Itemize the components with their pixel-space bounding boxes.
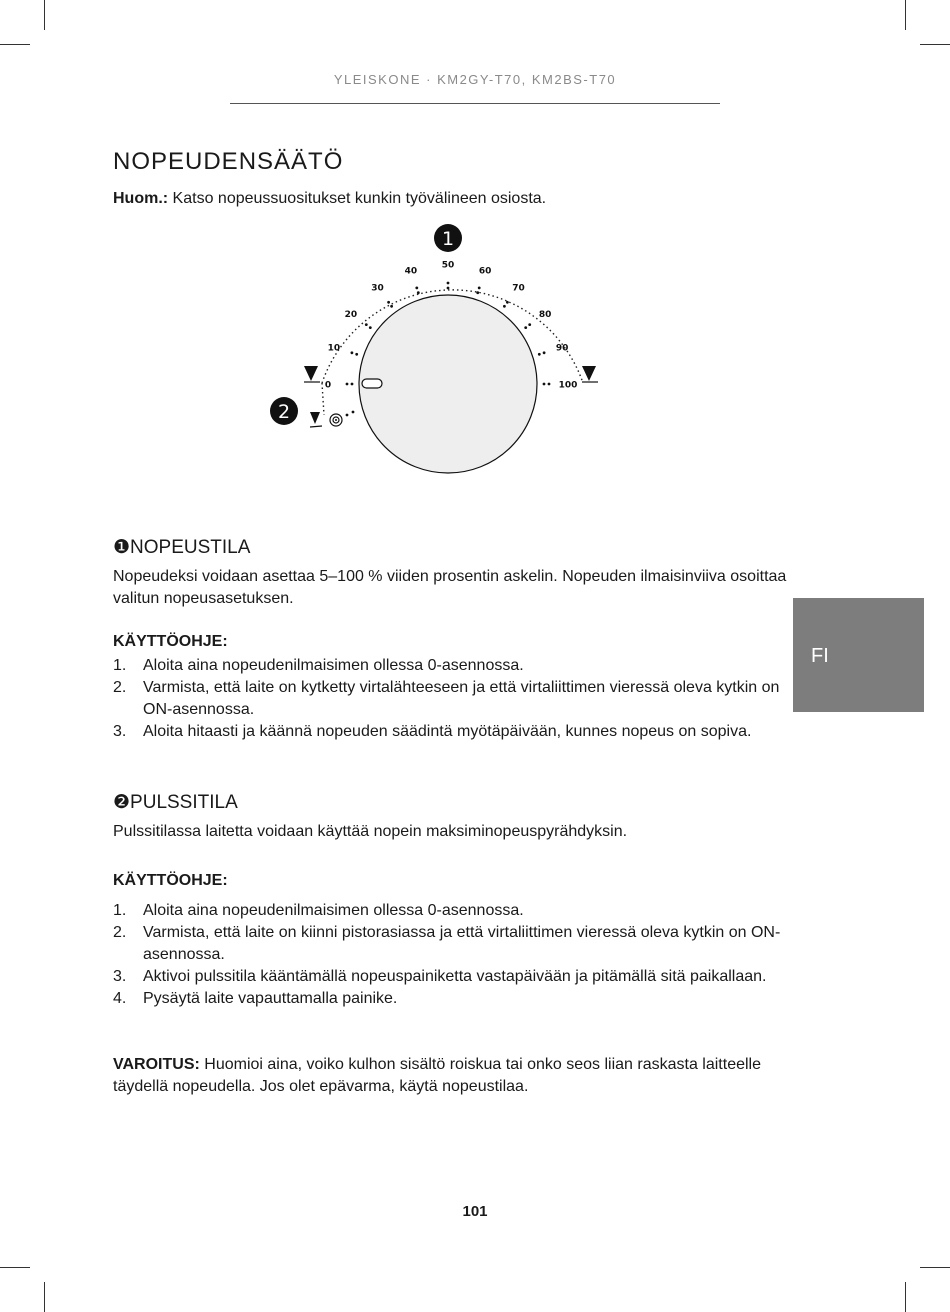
- speed-dot: [447, 282, 450, 285]
- callout-2-label: 2: [277, 401, 291, 423]
- note-label: Huom.:: [113, 190, 169, 207]
- section-pulse-mode-description: Pulssitilassa laitetta voidaan käyttää nopein maksiminopeuspyrähdyksin.: [113, 823, 628, 840]
- speed-dot: [538, 353, 541, 356]
- speed-dot: [387, 301, 390, 304]
- stop-line: [310, 426, 322, 427]
- speed-dot: [355, 353, 358, 356]
- instructions-title: KÄYTTÖOHJE:: [113, 872, 228, 889]
- note: [113, 190, 546, 208]
- section-marker-2: ❷: [113, 792, 131, 813]
- speed-label: 80: [538, 310, 552, 320]
- speed-label: 40: [404, 266, 418, 277]
- speed-label: 100: [558, 380, 578, 391]
- list-item: 2. Varmista, että laite on kiinni pistorasiassa ja että virtaliittimen vieressä oleva kytkin on ON-asennossa.: [113, 924, 781, 963]
- list-item: 3. Aloita hitaasti ja käännä nopeuden säädintä myötäpäivään, kunnes nopeus on sopiva.: [113, 723, 752, 740]
- speed-dot: [506, 301, 509, 304]
- running-header: YLEISKONE · KM2GY-T70, KM2BS-T70: [333, 72, 617, 87]
- pulse-mode-steps: [113, 900, 793, 1010]
- section-speed-mode-description: Nopeudeksi voidaan asettaa 5–100 % viiden prosentin askelin. Nopeuden ilmaisinviiva osoittaa valitun nopeusasetuksen.: [113, 568, 787, 607]
- page-title: NOPEUDENSÄÄTÖ: [113, 148, 344, 175]
- crop-mark: [0, 44, 30, 45]
- page-number: 101: [462, 1203, 488, 1220]
- speed-indicator: [362, 379, 382, 388]
- crop-mark: [920, 1267, 950, 1268]
- section-speed-mode-title: [113, 536, 250, 559]
- language-tab: [793, 598, 924, 712]
- crop-mark: [905, 0, 906, 30]
- speed-label: 50: [441, 260, 455, 271]
- speed-label: 70: [512, 283, 525, 294]
- section-marker-1: ❶: [113, 537, 131, 558]
- section-pulse-mode-title: [113, 791, 238, 814]
- warning-label: VAROITUS:: [113, 1056, 200, 1073]
- speed-dot: [503, 305, 506, 308]
- speed-dot: [415, 287, 418, 290]
- speed-label: 60: [478, 266, 492, 277]
- crop-mark: [44, 1282, 45, 1312]
- pulse-dot: [352, 411, 355, 414]
- speed-dot: [543, 383, 546, 386]
- speed-dot: [390, 305, 393, 308]
- language-tab-label: FI: [811, 645, 829, 667]
- speed-label: 90: [555, 343, 569, 354]
- speed-mode-steps: [113, 655, 793, 743]
- warning-text: Huomioi aina, voiko kulhon sisältö roiskua tai onko seos liian raskasta laitteelle täydellä nopeudella. Jos olet epävarma, käytä nopeustilaa.: [113, 1056, 761, 1095]
- speed-label: 10: [327, 343, 341, 354]
- arrow-right-icon: [582, 366, 596, 381]
- list-item: 2. Varmista, että laite on kytketty virtalähteeseen ja että virtaliittimen vieressä oleva kytkin on ON-asennossa.: [113, 679, 780, 718]
- speed-dot: [476, 291, 479, 294]
- crop-mark: [0, 1267, 30, 1268]
- crop-mark: [920, 44, 950, 45]
- crop-mark: [905, 1282, 906, 1312]
- header-divider: [230, 103, 720, 104]
- speed-label: 0: [324, 380, 332, 391]
- list-item: 1. Aloita aina nopeudenilmaisimen ollessa 0-asennossa.: [113, 657, 524, 674]
- instructions-title: KÄYTTÖOHJE:: [113, 633, 228, 650]
- pulse-range-arc: [322, 383, 324, 415]
- speed-dot: [543, 351, 546, 354]
- pulse-icon-center: [335, 419, 337, 421]
- section-title-text: PULSSITILA: [130, 792, 238, 813]
- speed-label: 30: [371, 283, 384, 294]
- list-item: 3. Aktivoi pulssitila kääntämällä nopeuspainiketta vastapäivään ja pitämällä sitä paikallaan.: [113, 968, 767, 985]
- speed-dot: [369, 326, 372, 329]
- speed-dot: [346, 383, 349, 386]
- note-text: Katso nopeussuositukset kunkin työvälineen osiosta.: [168, 190, 547, 207]
- speed-dial-diagram: [260, 222, 620, 482]
- pulse-dot: [346, 414, 349, 417]
- speed-dot: [365, 323, 368, 326]
- speed-knob: [359, 295, 537, 473]
- speed-dot: [351, 351, 354, 354]
- speed-dot: [417, 291, 420, 294]
- speed-dot: [447, 287, 450, 290]
- speed-label: 20: [344, 310, 358, 320]
- speed-dot: [548, 383, 551, 386]
- arrow-left-icon: [304, 366, 318, 381]
- speed-dot: [478, 287, 481, 290]
- crop-mark: [44, 0, 45, 30]
- list-item: 4. Pysäytä laite vapauttamalla painike.: [113, 990, 398, 1007]
- callout-1-label: 1: [441, 228, 455, 250]
- arrow-pulse-icon: [310, 412, 320, 424]
- section-title-text: NOPEUSTILA: [130, 537, 251, 558]
- list-item: 1. Aloita aina nopeudenilmaisimen ollessa 0-asennossa.: [113, 902, 524, 919]
- warning: [113, 1054, 793, 1098]
- speed-dot: [528, 323, 531, 326]
- speed-dot: [524, 326, 527, 329]
- speed-dot: [351, 383, 354, 386]
